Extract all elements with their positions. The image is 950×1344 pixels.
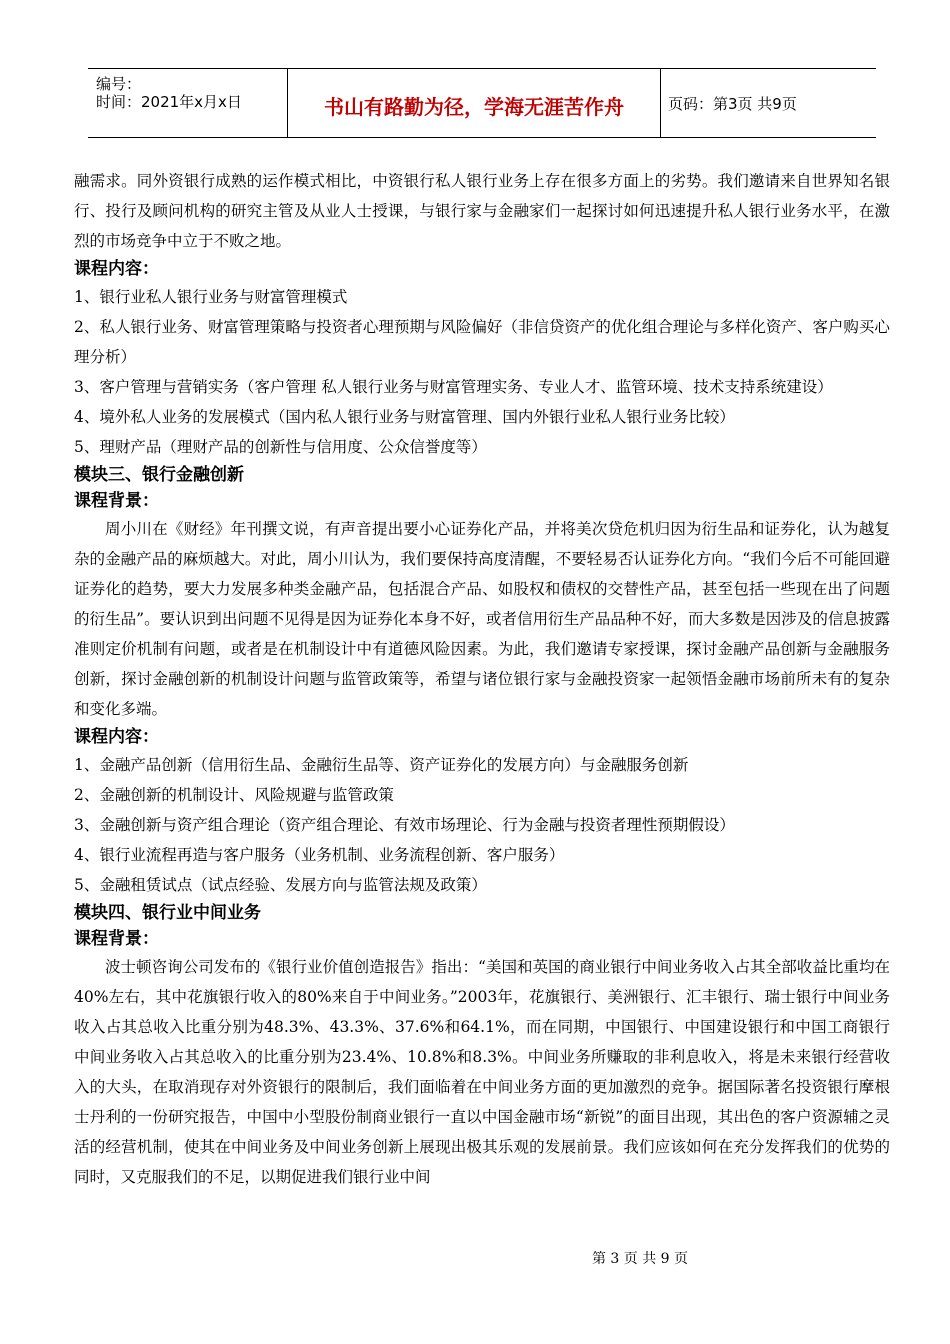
list-item: 3、客户管理与营销实务（客户管理 私人银行业务与财富管理实务、专业人才、监管环境、技术支持系统建设） — [74, 378, 833, 396]
document-time: 时间：2021年x月x日 — [96, 93, 242, 111]
module4-background-heading: 课程背景： — [74, 929, 159, 949]
module4-background: 波士顿咨询公司发布的《银行业价值创造报告》指出：“美国和英国的商业银行中间业务收入占其全部收益比重均在40%左右，其中花旗银行收入的80%来自于中间业务。”2003年，花旗银行、美洲银行、汇丰银行、瑞士银行中间业务收入占其总收入比重分别为48.3%、43.3%、37.6%和64.1%，而在同期，中国银行、中国建设银行和中国工商银行中间业务收入占其总收入的比重分别为23.4%、10.8%和8.3%。中间业务所赚取的非利息收入，将是未来银行经营收入的大头，在取消现存对外资银行的限制后，我们面临着在中间业务方面的更加激烈的竞争。据国际著名投资银行摩根士丹利的一份研究报告，中国中小型股份制商业银行一直以中国金融市场“新锐”的面目出现，其出色的客户资源辅之灵活的经营机制，使其在中间业务及中间业务创新上展现出极其乐观的发展前景。我们应该如何在充分发挥我们的优势的同时，又克服我们的不足，以期促进我们银行业中间 — [74, 958, 890, 1186]
list-item: 4、境外私人业务的发展模式（国内私人银行业务与财富管理、国内外银行业私人银行业务比较） — [74, 408, 735, 426]
list-item: 5、金融租赁试点（试点经验、发展方向与监管法规及政策） — [74, 876, 487, 894]
footer-page-number: 第 3 页 共 9 页 — [591, 1251, 689, 1267]
list-item — [74, 312, 890, 372]
header-page-number: 页码：第3页 共9页 — [668, 95, 797, 113]
module3-content-heading: 课程内容： — [74, 727, 159, 747]
list-item: 5、理财产品（理财产品的创新性与信用度、公众信誉度等） — [74, 438, 487, 456]
header-page-cell — [660, 69, 876, 137]
list-item-text: 2、私人银行业务、财富管理策略与投资者心理预期与风险偏好（非信贷资产的优化组合理论与多样化资产、客户购买心理分析） — [74, 318, 890, 366]
motto: 书山有路勤为径，学海无涯苦作舟 — [324, 95, 624, 119]
module3-background-heading: 课程背景： — [74, 491, 159, 511]
module3-background: 周小川在《财经》年刊撰文说，有声音提出要小心证券化产品，并将美次贷危机归因为衍生品和证券化，认为越复杂的金融产品的麻烦越大。对此，周小川认为，我们要保持高度清醒，不要轻易否认证券化方向。“我们今后不可能回避证券化的趋势，要大力发展多种类金融产品，包括混合产品、如股权和债权的交替性产品，甚至包括一些现在出了问题的衍生品”。要认识到出问题不见得是因为证券化本身不好，或者信用衍生产品品种不好，而大多数是因涉及的信息披露准则定价机制有问题，或者是在机制设计中有道德风险因素。为此，我们邀请专家授课，探讨金融产品创新与金融服务创新，探讨金融创新的机制设计问题与监管政策等，希望与诸位银行家与金融投资家一起领悟金融市场前所未有的复杂和变化多端。 — [74, 520, 890, 718]
page-footer — [0, 1248, 950, 1268]
list-item: 2、金融创新的机制设计、风险规避与监管政策 — [74, 786, 394, 804]
section1-content-heading: 课程内容： — [74, 259, 159, 279]
list-item: 1、金融产品创新（信用衍生品、金融衍生品等、资产证券化的发展方向）与金融服务创新 — [74, 756, 689, 774]
module4-title: 模块四、银行业中间业务 — [74, 903, 261, 923]
header-table — [88, 68, 876, 138]
list-item: 3、金融创新与资产组合理论（资产组合理论、有效市场理论、行为金融与投资者理性预期假设） — [74, 816, 735, 834]
module3-title: 模块三、银行金融创新 — [74, 465, 244, 485]
list-item: 4、银行业流程再造与客户服务（业务机制、业务流程创新、客户服务） — [74, 846, 565, 864]
document-body — [74, 166, 890, 1192]
list-item: 1、银行业私人银行业务与财富管理模式 — [74, 288, 348, 306]
header-info-cell — [88, 69, 287, 137]
document-number: 编号： — [96, 75, 142, 93]
intro-paragraph: 融需求。同外资银行成熟的运作模式相比，中资银行私人银行业务上存在很多方面上的劣势。我们邀请来自世界知名银行、投行及顾问机构的研究主管及从业人士授课，与银行家与金融家们一起探讨如何迅速提升私人银行业务水平，在激烈的市场竞争中立于不败之地。 — [74, 172, 890, 250]
header-motto-cell — [287, 69, 661, 137]
